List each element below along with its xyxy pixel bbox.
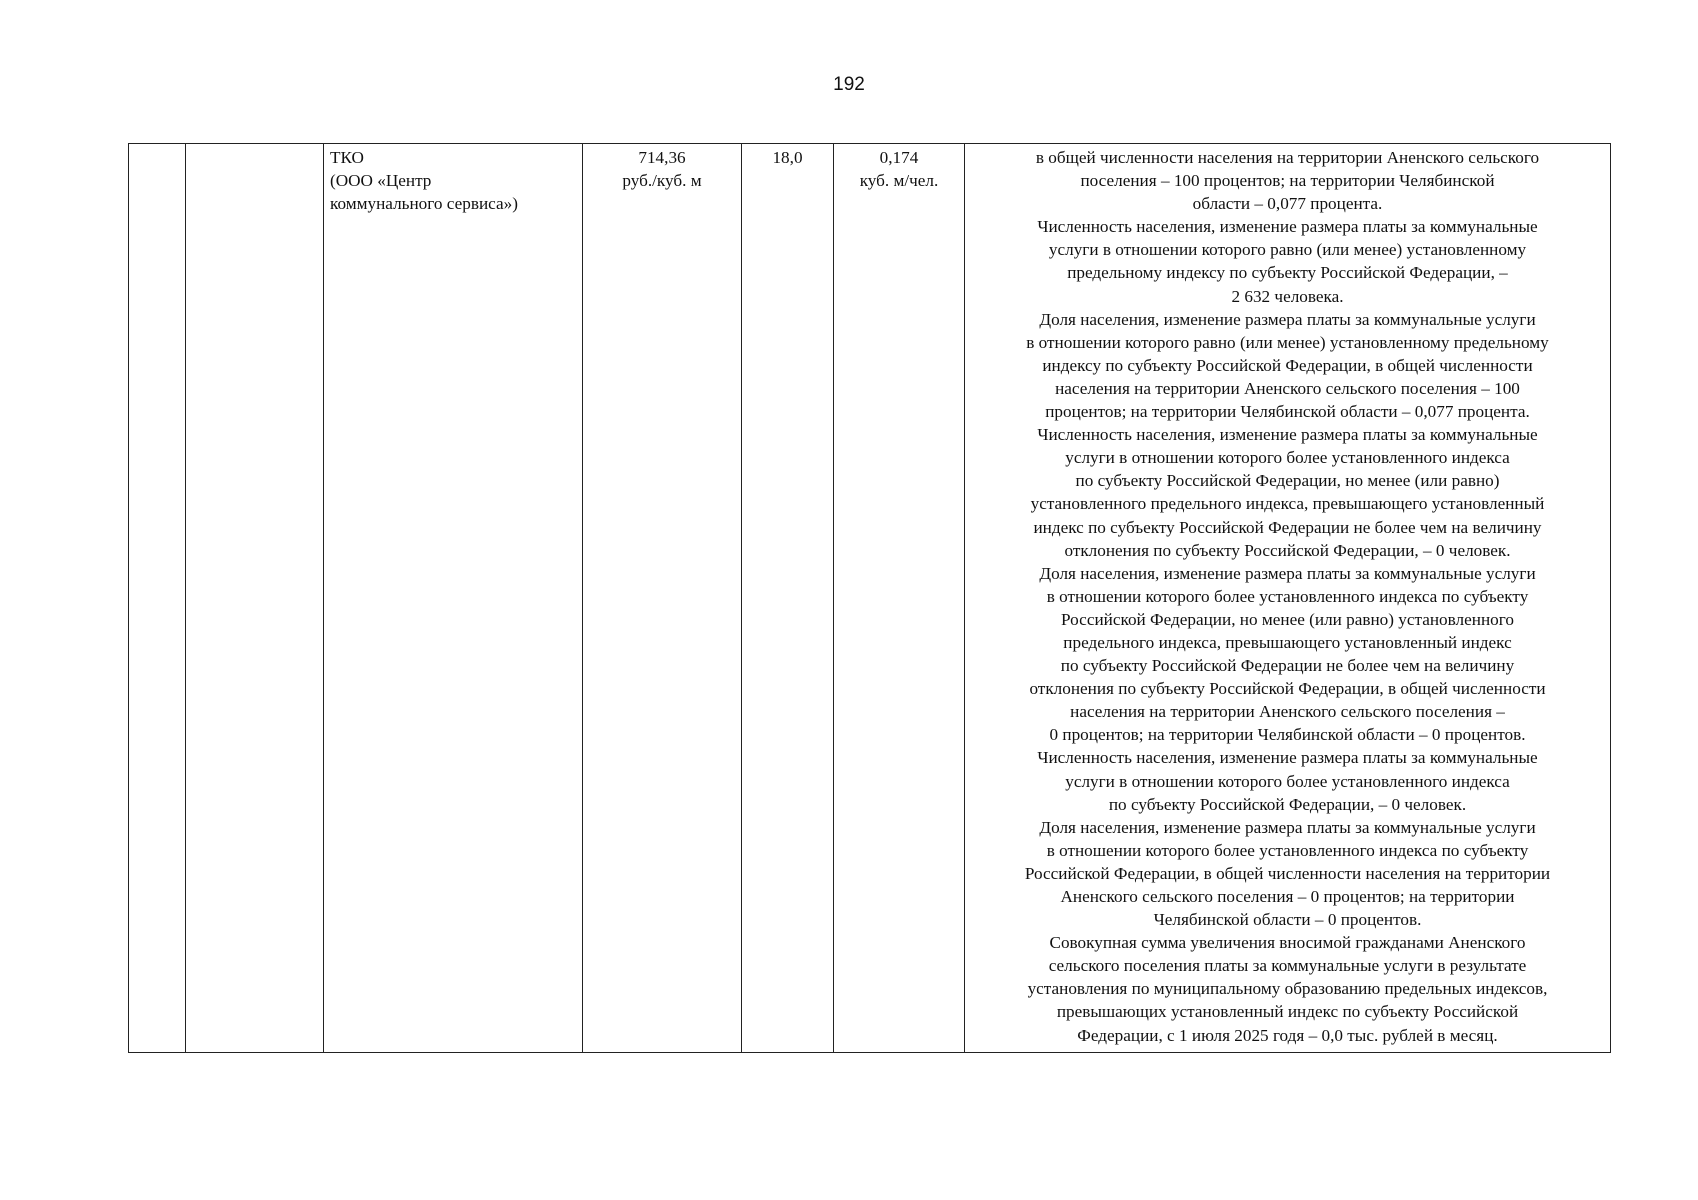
- description-line: населения на территории Аненского сельского поселения –: [1070, 702, 1505, 722]
- description-line: Доля населения, изменение размера платы за коммунальные услуги: [1039, 817, 1536, 837]
- description-line: Российской Федерации, но менее (или равно) установленного: [1061, 609, 1514, 629]
- norm-unit: куб. м/чел.: [859, 171, 939, 191]
- page-number: 192: [833, 74, 865, 95]
- description-line: установленного предельного индекса, превышающего установленный: [1030, 494, 1545, 514]
- service-line: коммунального сервиса»): [330, 194, 518, 214]
- cell-norm: [834, 144, 965, 1053]
- description-line: услуги в отношении которого более установленного индекса: [1065, 448, 1510, 468]
- description-line: области – 0,077 процента.: [1192, 194, 1383, 214]
- description-line: Численность населения, изменение размера платы за коммунальные: [1037, 217, 1538, 237]
- description-line: процентов; на территории Челябинской области – 0,077 процента.: [1045, 402, 1530, 422]
- description-line: Совокупная сумма увеличения вносимой гражданами Аненского: [1049, 933, 1526, 953]
- description-line: предельного индекса, превышающего установленный индекс: [1063, 632, 1512, 652]
- description-line: превышающих установленный индекс по субъекту Российской: [1056, 1002, 1519, 1022]
- description-line: отклонения по субъекту Российской Федерации, – 0 человек.: [1064, 540, 1511, 560]
- table-row: [129, 144, 1611, 1053]
- service-line: (ООО «Центр: [330, 171, 432, 191]
- tariff-value: 714,36: [638, 148, 686, 167]
- description-line: установления по муниципальному образованию предельных индексов,: [1027, 979, 1548, 999]
- description-line: предельному индексу по субъекту Российской Федерации, –: [1067, 263, 1508, 283]
- description-line: услуги в отношении которого равно (или менее) установленному: [1048, 240, 1527, 260]
- cell-description: [965, 144, 1611, 1053]
- description-line: Доля населения, изменение размера платы за коммунальные услуги: [1039, 563, 1536, 583]
- description-line: по субъекту Российской Федерации, но менее (или равно): [1075, 471, 1500, 491]
- cell-number: [129, 144, 186, 1053]
- description-line: Челябинской области – 0 процентов.: [1153, 910, 1422, 930]
- tariff-table: [128, 143, 1611, 1053]
- description-line: отклонения по субъекту Российской Федерации, в общей численности: [1029, 679, 1546, 699]
- description-line: сельского поселения платы за коммунальные услуги в результате: [1048, 956, 1527, 976]
- description-line: в отношении которого более установленного индекса по субъекту: [1046, 840, 1529, 860]
- cell-service: [324, 144, 583, 1053]
- description-line: по субъекту Российской Федерации не более чем на величину: [1060, 656, 1515, 676]
- service-line: ТКО: [330, 148, 364, 167]
- tariff-unit: руб./куб. м: [622, 171, 702, 191]
- description-line: в отношении которого более установленного индекса по субъекту: [1046, 586, 1529, 606]
- description-line: Доля населения, изменение размера платы за коммунальные услуги: [1039, 309, 1536, 329]
- description-line: услуги в отношении которого более установленного индекса: [1065, 771, 1510, 791]
- description-line: индексу по субъекту Российской Федерации, в общей численности: [1042, 355, 1533, 375]
- description-line: Численность населения, изменение размера платы за коммунальные: [1037, 425, 1538, 445]
- description-line: Федерации, с 1 июля 2025 годя – 0,0 тыс. рублей в месяц.: [1077, 1025, 1498, 1045]
- norm-value: 0,174: [879, 148, 919, 167]
- cell-value: 18,0: [742, 144, 834, 1053]
- description-line: поселения – 100 процентов; на территории Челябинской: [1080, 171, 1495, 191]
- description-line: населения на территории Аненского сельского поселения – 100: [1055, 378, 1520, 398]
- description-line: в общей численности населения на территории Аненского сельского: [1035, 148, 1540, 167]
- description-line: Аненского сельского поселения – 0 процентов; на территории: [1060, 887, 1515, 906]
- description-line: в отношении которого равно (или менее) установленному предельному: [1026, 332, 1549, 352]
- description-line: индекс по субъекту Российской Федерации не более чем на величину: [1033, 517, 1542, 537]
- description-line: по субъекту Российской Федерации, – 0 человек.: [1108, 794, 1467, 814]
- cell-municipality: [186, 144, 324, 1053]
- description-line: Российской Федерации, в общей численности населения на территории: [1024, 863, 1551, 883]
- description-line: 2 632 человека.: [1231, 286, 1344, 306]
- description-line: 0 процентов; на территории Челябинской области – 0 процентов.: [1049, 725, 1526, 745]
- description-line: Численность населения, изменение размера платы за коммунальные: [1037, 748, 1538, 768]
- cell-tariff: [583, 144, 742, 1053]
